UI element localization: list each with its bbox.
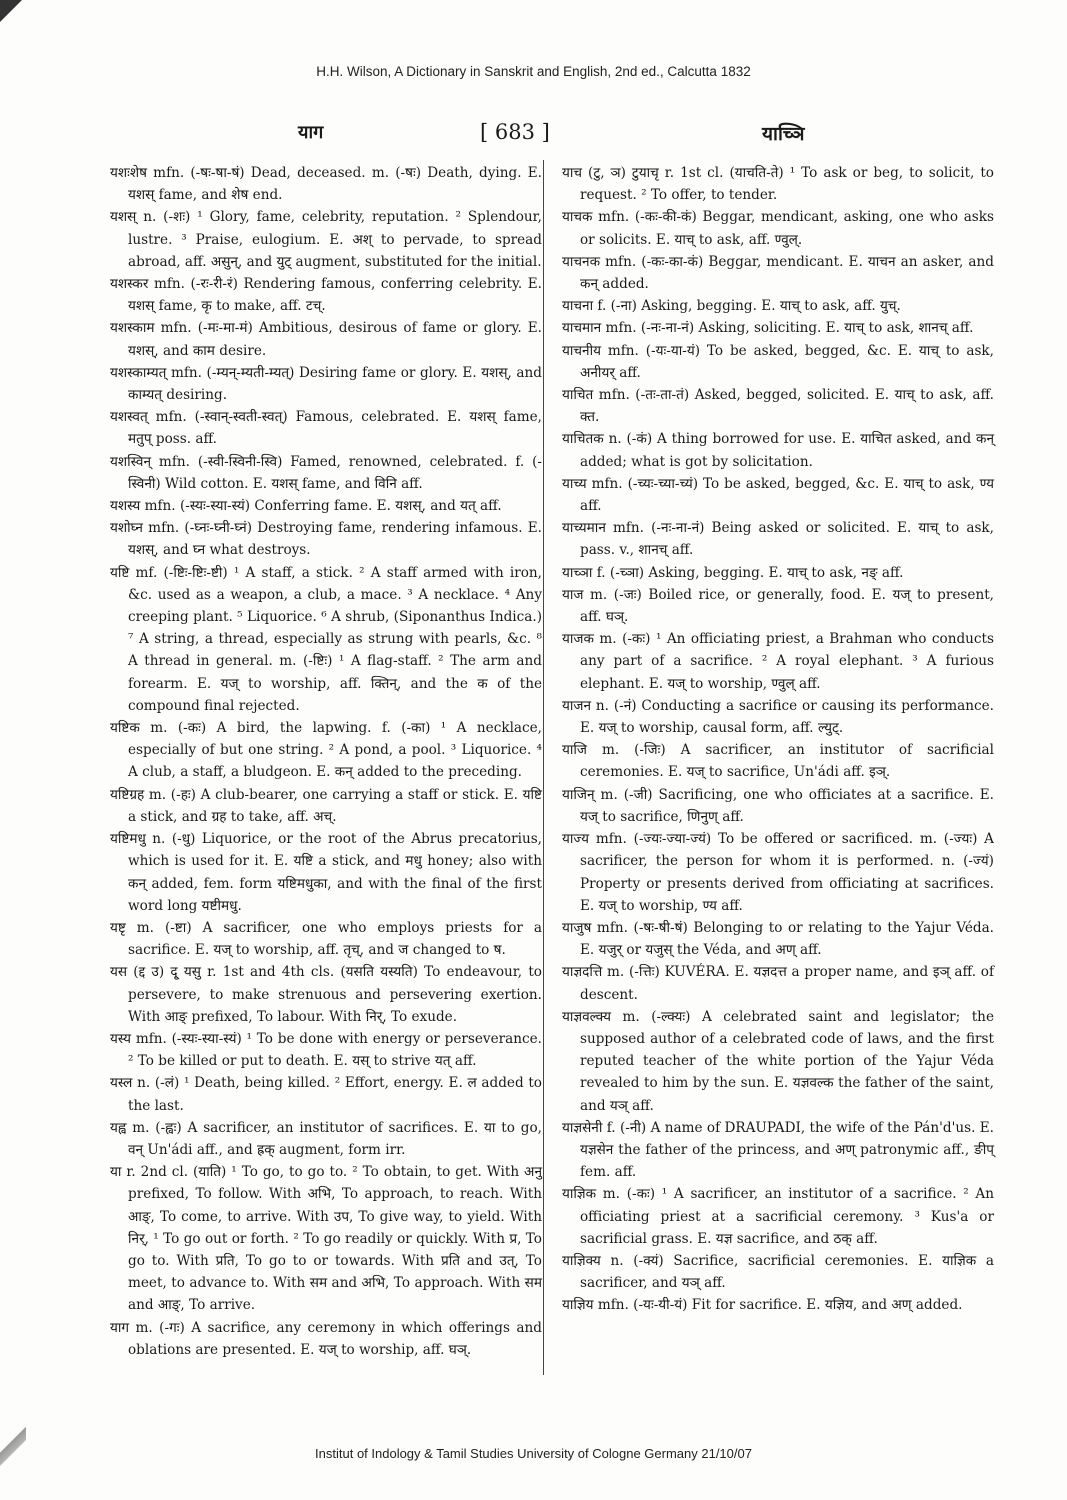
dictionary-entry: यशस्य mfn. (-स्यः-स्या-स्यं) Conferring fame. E. यशस्, and यत् aff. [110, 498, 502, 515]
running-head-right: याच्ञि [762, 123, 805, 145]
dictionary-entry: या r. 2nd cl. (याति) ¹ To go, to go to. ² To obtain, to get. With अनु prefixed, To follow. With अभि, To approach, to reach. With आङ्, To come, to arrive. With उप, To give way, to yield. With निर्, ¹ To go out or forth. ² To go readily or quickly. With प्र, To go to. With प्रति, To go to or towards. With प्रति and उत्, To meet, to advance to. With सम and अभि, To approach. With सम and आङ्, To arrive. [110, 1164, 542, 1314]
right-column [562, 162, 994, 1317]
dictionary-entry: याजन n. (-नं) Conducting a sacrifice or causing its performance. E. यज् to worship, causal form, aff. ल्युट्. [562, 697, 994, 737]
dictionary-entry: यशस्कर mfn. (-रः-री-रं) Rendering famous, conferring celebrity. E. यशस् fame, कृ to make, aff. टच्. [110, 276, 542, 315]
running-head-left: याग [298, 122, 324, 143]
dictionary-entry: याचनीय mfn. (-यः-या-यं) To be asked, begged, &c. E. याच् to ask, अनीयर् aff. [562, 342, 994, 381]
dictionary-entry: याजुष mfn. (-षः-षी-षं) Belonging to or relating to the Yajur Véda. E. यजुर् or यजुस् the Véda, and अण् aff. [562, 919, 994, 959]
dictionary-entry: याजिन् m. (-जी) Sacrificing, one who officiates at a sacrifice. E. यज् to sacrifice, णिनुण् aff. [562, 786, 994, 825]
dictionary-entry: यष्टृ m. (-ष्टा) A sacrificer, one who employs priests for a sacrifice. E. यज् to worship, aff. तृच्, and ज changed to ष. [110, 919, 542, 959]
dictionary-entry: याचना f. (-ना) Asking, begging. E. याच् to ask, aff. युच्. [562, 298, 901, 315]
dictionary-entry: याच्ञा f. (-च्ञा) Asking, begging. E. याच् to ask, नङ् aff. [562, 564, 904, 581]
dictionary-entry: यशोघ्न mfn. (-घ्नः-घ्नी-घ्नं) Destroying fame, rendering infamous. E. यशस्, and घ्न what destroys. [110, 520, 542, 559]
dictionary-entry: याचक mfn. (-कः-की-कं) Beggar, mendicant, asking, one who asks or solicits. E. याच् to ask, aff. ण्वुल्. [562, 209, 994, 248]
dictionary-entry: यष्टिक m. (-कः) A bird, the lapwing. f. (-का) ¹ A necklace, especially of but one string. ² A pond, a pool. ³ Liquorice. ⁴ A club, a staff, a bludgeon. E. कन् added to the preceding. [110, 720, 542, 781]
dictionary-entry: यस्‍ल n. (-लं) ¹ Death, being killed. ² Effort, energy. E. ल added to the last. [110, 1075, 542, 1114]
dictionary-entry: याज्ञसेनी f. (-नी) A name of DRAUPADI, the wife of the Pán'd'us. E. यज्ञसेन the father of the princess, and अण् patronymic aff., ङीप् fem. aff. [562, 1119, 994, 1181]
dictionary-entry: याज्य mfn. (-ज्यः-ज्या-ज्यं) To be offered or sacrificed. m. (-ज्यः) A sacrificer, the person for whom it is performed. n. (-ज्यं) Property or presents derived from officiating at sacrifices. E. यज् to worship, ण्य aff. [562, 831, 994, 914]
dictionary-entry: यशःशेष mfn. (-षः-षा-षं) Dead, deceased. m. (-षः) Death, dying. E. यशस् fame, and शेष end. [110, 165, 542, 204]
dictionary-entry: याज्ञिय mfn. (-यः-यी-यं) Fit for sacrifice. E. यज्ञिय, and अण् added. [562, 1297, 963, 1314]
column-divider [543, 160, 544, 1375]
dictionary-entry: याजक m. (-कः) ¹ An officiating priest, a Brahman who conducts any part of a sacrifice. ² A royal elephant. ³ A furious elephant. E. यज् to worship, ण्वुल् aff. [562, 631, 994, 692]
dictionary-entry: यष्टि mf. (-ष्टिः-ष्टिः-ष्टी) ¹ A staff, a stick. ² A staff armed with iron, &c. used as a weapon, a club, a mace. ³ A necklace. ⁴ Any creeping plant. ⁵ Liquorice. ⁶ A shrub, (Siponanthus Indica.) ⁷ A string, a thread, especially as strung with pearls, &c. ⁸ A thread in general. m. (-ष्टिः) ¹ A flag-staff. ² The arm and forearm. E. यज् to worship, aff. क्तिन्, and the क of the compound final rejected. [110, 564, 542, 714]
dictionary-entry: यशस्काम्यत् mfn. (-म्यन्-म्यती-म्यत्) Desiring fame or glory. E. यशस्, and काम्यत् desiring. [110, 364, 542, 404]
dictionary-entry: यशस् n. (-शः) ¹ Glory, fame, celebrity, reputation. ² Splendour, lustre. ³ Praise, eulogium. E. अश् to pervade, to spread abroad, aff. असुन्, and युट् augment, substituted for the initial. [110, 209, 542, 270]
dictionary-entry: याज्ञिक्य n. (-क्यं) Sacrifice, sacrificial ceremonies. E. याज्ञिक a sacrificer, and यञ् aff. [562, 1252, 994, 1292]
dictionary-entry: याचमान mfn. (-नः-ना-नं) Asking, soliciting. E. याच् to ask, शानच् aff. [562, 320, 974, 337]
dictionary-entry: याग m. (-गः) A sacrifice, any ceremony in which offerings and oblations are presented. E. यज् to worship, aff. घञ्. [110, 1319, 542, 1358]
dictionary-entry: याच्य mfn. (-च्यः-च्या-च्यं) To be asked, begged, &c. E. याच् to ask, ण्य aff. [562, 475, 994, 515]
running-head [0, 120, 1067, 150]
dictionary-entry: यस (द्द उ) दृ्‌ यसु r. 1st and 4th cls. (यसति यस्यति) To endeavour, to persevere, to make strenuous and persevering exertion. With आङ् prefixed, To labour. With निर्, To exude. [110, 964, 542, 1025]
dictionary-entry: यस्य mfn. (-स्यः-स्या-स्यं) ¹ To be done with energy or perseverance. ² To be killed or put to death. E. यस् to strive यत् aff. [110, 1030, 542, 1070]
footer-credit: Institut of Indology & Tamil Studies University of Cologne Germany 21/10/07 [315, 1446, 752, 1461]
dictionary-entry: यशस्काम mfn. (-मः-मा-मं) Ambitious, desirous of fame or glory. E. यशस्, and काम desire. [110, 320, 542, 359]
dictionary-entry: याज्ञदत्ति m. (-त्तिः) KUVÉRA. E. यज्ञदत्त a proper name, and इञ् aff. of descent. [562, 964, 994, 1003]
page-number: [ 683 ] [480, 120, 550, 144]
dictionary-entry: याजि m. (-जिः) A sacrificer, an institutor of sacrificial ceremonies. E. यज् to sacrifice, Un'ádi aff. इञ्. [562, 742, 994, 781]
dictionary-entry: याच (टु, ञ) टुयाचृ r. 1st cl. (याचति-ते) ¹ To ask or beg, to solicit, to request. ² To offer, to tender. [562, 165, 994, 204]
dictionary-entry: याचितक n. (-कं) A thing borrowed for use. E. याचित asked, and कन् added; what is got by solicitation. [562, 431, 994, 470]
dictionary-entry: याज m. (-जः) Boiled rice, or generally, food. E. यज् to present, aff. घञ्. [562, 586, 994, 626]
left-column [110, 162, 542, 1361]
dictionary-entry: यह्व m. (-ह्वः) A sacrificer, an institutor of sacrifices. E. या to go, वन् Un'ádi aff., and ह्रक् augment, form irr. [110, 1119, 542, 1158]
dictionary-entry: याचित mfn. (-तः-ता-तं) Asked, begged, solicited. E. याच् to ask, aff. क्त. [562, 387, 994, 426]
dictionary-entry: यष्टिग्रह m. (-हः) A club-bearer, one carrying a staff or stick. E. यष्टि a stick, and ग्रह to take, aff. अच्. [110, 786, 542, 825]
scan-corner-mark [0, 0, 22, 22]
dictionary-entry: याचनक mfn. (-कः-का-कं) Beggar, mendicant. E. याचन an asker, and कन् added. [562, 253, 994, 293]
dictionary-entry: यष्टिमधु n. (-धु) Liquorice, or the root of the Abrus precatorius, which is used for it. E. यष्टि a stick, and मधु honey; also with कन् added, fem. form यष्टिमधुका, and with the final of the first word long यष्टीमधु. [110, 831, 542, 914]
dictionary-entry: यशस्वत् mfn. (-स्वान्-स्वती-स्वत्) Famous, celebrated. E. यशस् fame, मतुप् poss. aff. [110, 409, 542, 448]
scan-edge-mark [0, 1426, 26, 1466]
dictionary-entry: याच्यमान mfn. (-नः-ना-नं) Being asked or solicited. E. याच् to ask, pass. v., शानच् aff. [562, 520, 994, 559]
dictionary-entry: याज्ञवल्क्य m. (-ल्क्यः) A celebrated saint and legislator; the supposed author of a celebrated code of laws, and the first reputed teacher of the white portion of the Yajur Véda revealed to him by the sun. E. यज्ञवल्क the father of the saint, and यञ् aff. [562, 1008, 994, 1114]
source-line: H.H. Wilson, A Dictionary in Sanskrit and English, 2nd ed., Calcutta 1832 [316, 64, 751, 79]
dictionary-entry: यशस्विन् mfn. (-स्वी-स्विनी-स्वि) Famed, renowned, celebrated. f. (-स्विनी) Wild cotton. E. यशस् fame, and विनि aff. [110, 453, 542, 492]
dictionary-entry: याज्ञिक m. (-कः) ¹ A sacrificer, an institutor of a sacrifice. ² An officiating priest at a sacrificial ceremony. ³ Kus'a or sacrificial grass. E. यज्ञ sacrifice, and ठक् aff. [562, 1186, 994, 1247]
